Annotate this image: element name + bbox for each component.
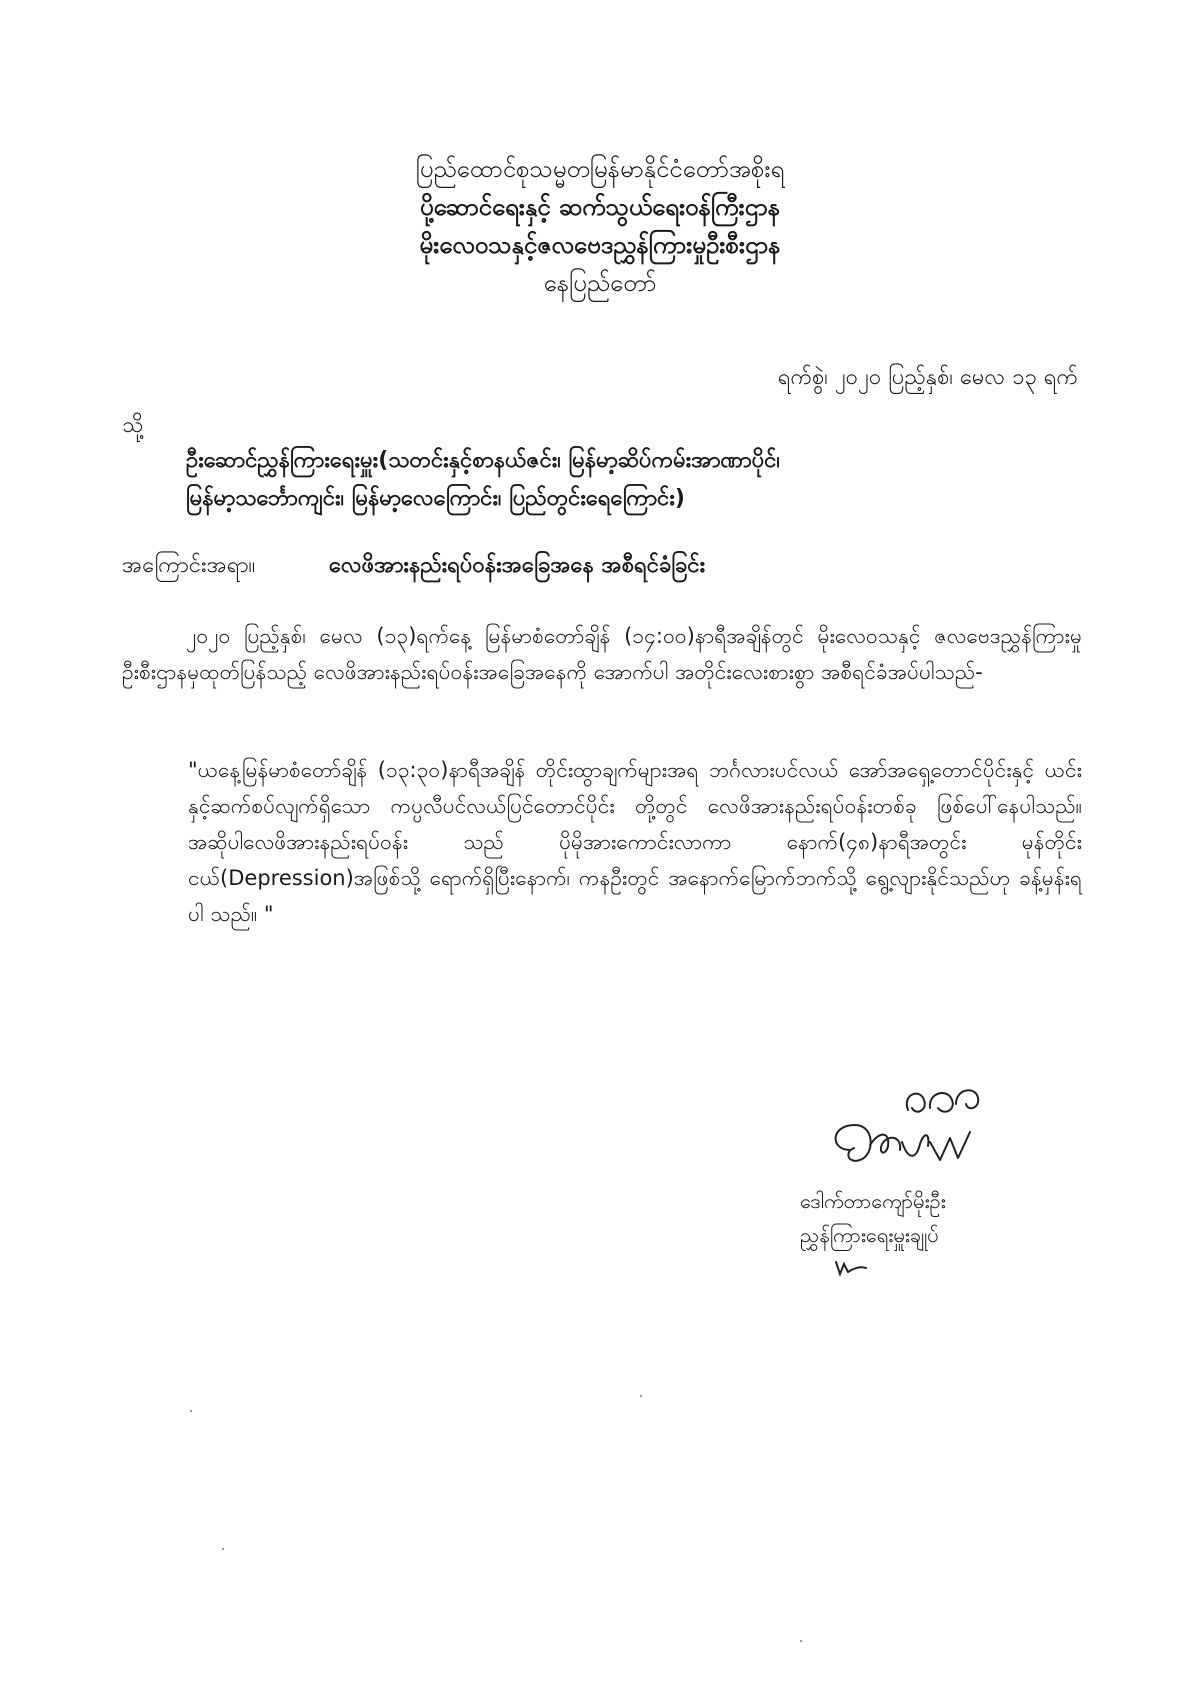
body-paragraph: ၂၀၂၀ ပြည့်နှစ်၊ မေလ (၁၃)ရက်နေ့ မြန်မာစံတော်ချိန် (၁၄:၀၀)နာရီအချိန်တွင် မိုးလေဝသနှင့် ဇလဗေဒညွှန်ကြားမှုဦးစီးဌာနမှထုတ်ပြန်သည့် လေဖိအားနည်းရပ်ဝန်းအခြေအနေကို အောက်ပါ အတိုင်းလေးစားစွာ အစီရင်ခံအပ်ပါသည်-: [122, 624, 1082, 684]
recipient-line-1: ဦးဆောင်ညွှန်ကြားရေးမှူး(သတင်းနှင့်စာနယ်ဇင်း၊ မြန်မာ့ဆိပ်ကမ်းအာဏာပိုင်၊: [186, 448, 780, 473]
letterhead: [0, 150, 1200, 302]
subject-label: အကြောင်းအရာ။: [122, 553, 256, 578]
letterhead-city: နေပြည်တော်: [543, 269, 657, 297]
letter-date: ရက်စွဲ၊ ၂၀၂၀ ပြည့်နှစ်၊ မေလ ၁၃ ရက်: [777, 365, 1078, 390]
forecast-quote: "ယနေ့မြန်မာစံတော်ချိန် (၁၃:၃၀)နာရီအချိန် တိုင်းထွာချက်များအရ ဘင်္ဂလားပင်လယ် အော်အရှေ့တောင်ပိုင်းနှင့် ယင်းနှင့်ဆက်စပ်လျက်ရှိသော ကပ္ပလီပင်လယ်ပြင်တောင်ပိုင်း တို့တွင် လေဖိအားနည်းရပ်ဝန်းတစ်ခု ဖြစ်ပေါ်နေပါသည်။ အဆိုပါလေဖိအားနည်းရပ်ဝန်း သည် ပိုမိုအားကောင်းလာကာ နောက်(၄၈)နာရီအတွင်း မုန်တိုင်းငယ်(Depression)အဖြစ်သို့ ရောက်ရှိပြီးနောက်၊ ကနဦးတွင် အနောက်မြောက်ဘက်သို့ ရွေ့လျားနိုင်သည်ဟု ခန့်မှန်းရပါ သည်။ ": [188, 758, 1082, 926]
subject-line: [122, 550, 705, 583]
scan-speck: [640, 1395, 642, 1397]
recipient-line-2: မြန်မာ့သင်္ဘောကျင်း၊ မြန်မာ့လေကြောင်း၊ ပြည်တွင်းရေကြောင်း): [186, 486, 685, 511]
to-label: သို့: [122, 413, 144, 438]
subject-title: လေဖိအားနည်းရပ်ဝန်းအခြေအနေ အစီရင်ခံခြင်း: [329, 553, 706, 578]
initial-mark: [830, 1252, 870, 1282]
letterhead-government: ပြည်ထောင်စုသမ္မတမြန်မာနိုင်ငံတော်အစိုးရ: [415, 155, 785, 183]
recipient-block: [186, 442, 1086, 518]
scan-speck: [222, 1548, 224, 1550]
handwritten-signature: [820, 1080, 1000, 1180]
signature-block: [800, 1080, 1060, 1286]
scan-speck: [800, 1640, 802, 1642]
scan-speck: [190, 1410, 192, 1412]
letterhead-department: မိုးလေဝသနှင့်ဇလဗေဒညွှန်ကြားမှုဦးစီးဌာန: [419, 231, 781, 259]
letterhead-ministry: ပို့ဆောင်ရေးနှင့် ဆက်သွယ်ရေးဝန်ကြီးဌာန: [419, 193, 781, 221]
signer-name: ဒေါက်တာကျော်မိုးဦး: [800, 1189, 946, 1213]
signer-title: ညွှန်ကြားရေးမှူးချုပ်: [800, 1223, 939, 1247]
